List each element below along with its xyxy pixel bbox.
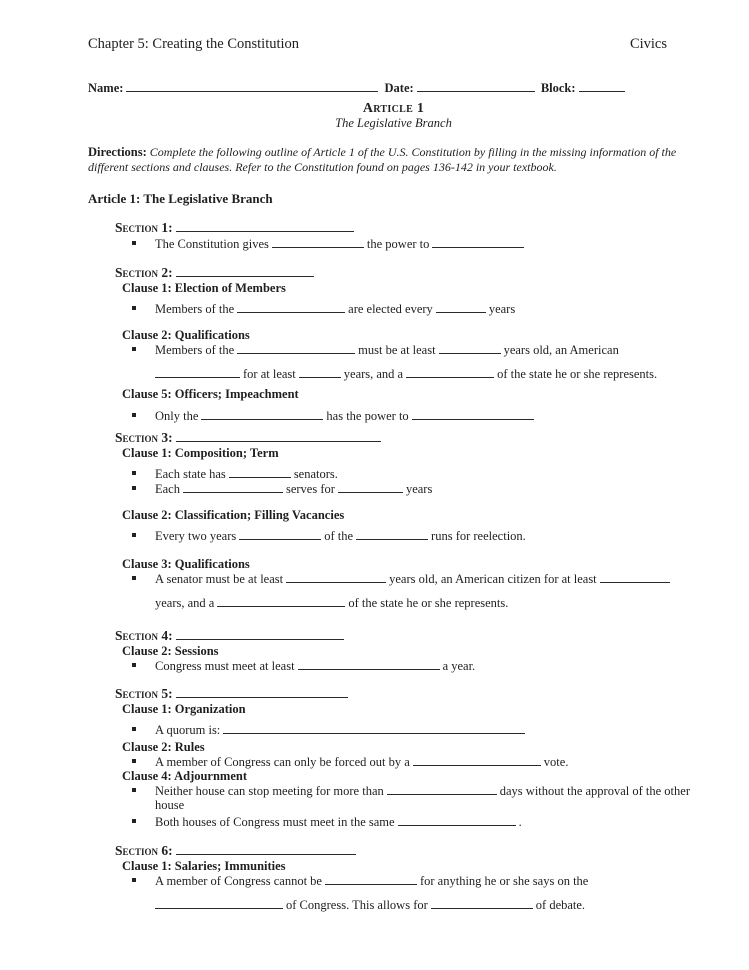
bullet-text: A senator must be at least [155, 572, 284, 586]
bullet-text: Members of the [155, 302, 235, 316]
directions-label: Directions: [88, 145, 147, 159]
bullet-text: . [518, 815, 522, 829]
clause-title: Clause 1: Organization [122, 702, 246, 716]
document-title: Article 1 [362, 101, 425, 116]
block-label: Block: [540, 81, 576, 95]
bullet-text: a year. [442, 659, 476, 673]
bullet-text: for anything he or she says on the [419, 874, 589, 888]
fill-blank [398, 814, 516, 826]
clause-bullet [132, 481, 699, 496]
bullet-text: serves for [285, 482, 335, 496]
section-6-label [115, 842, 699, 859]
bullet-text: years old, an American [503, 343, 619, 357]
fill-blank [201, 408, 323, 420]
bullet-text: Each [155, 482, 180, 496]
square-bullet-icon [132, 241, 136, 245]
directions-paragraph [88, 145, 680, 175]
fill-blank [239, 528, 321, 540]
fill-blank [217, 595, 345, 607]
bullet-text: runs for reelection. [431, 529, 526, 543]
fill-blank [155, 897, 283, 909]
bullet-text: days without the approval of the other house [155, 784, 690, 812]
bullet-text: vote. [543, 755, 569, 769]
bullet-text: of the state he or she represents. [348, 596, 509, 610]
document-subtitle: The Legislative Branch [335, 116, 452, 130]
bullet-text: Neither house can stop meeting for more than [155, 784, 384, 798]
name-blank [126, 80, 378, 92]
clause-bullet [132, 571, 699, 610]
fill-blank [439, 342, 501, 354]
fill-blank [431, 897, 533, 909]
section-2-label [115, 264, 699, 281]
clause-title: Clause 2: Rules [122, 740, 205, 754]
section-5-blank [176, 686, 348, 698]
bullet-text: the power to [366, 237, 430, 251]
fill-blank [286, 571, 386, 583]
fill-blank [229, 466, 291, 478]
clause-title: Clause 5: Officers; Impeachment [122, 387, 299, 401]
bullet-text: A member of Congress can only be forced out by a [155, 755, 410, 769]
square-bullet-icon [132, 727, 136, 731]
clause-bullet [132, 301, 699, 316]
square-bullet-icon [132, 533, 136, 537]
bullet-text: A member of Congress cannot be [155, 874, 322, 888]
fill-blank [356, 528, 428, 540]
section-3-blank [176, 430, 381, 442]
section-6-text: Section 6: [115, 843, 173, 858]
page-header [88, 36, 667, 52]
header-chapter-title: Chapter 5: Creating the Constitution [88, 36, 300, 52]
bullet-text: The Constitution gives [155, 237, 269, 251]
fill-blank [155, 366, 240, 378]
fill-blank [183, 481, 283, 493]
section-4-label [115, 627, 699, 644]
clause-bullet [132, 408, 699, 423]
section-4-text: Section 4: [115, 628, 173, 643]
clause-title: Clause 2: Sessions [122, 644, 219, 658]
square-bullet-icon [132, 663, 136, 667]
clause-bullet [132, 783, 699, 812]
section-1-text: Section 1: [115, 220, 173, 235]
bullet-text: Each state has [155, 467, 226, 481]
section-3-label [115, 429, 699, 446]
bullet-text: years [405, 482, 433, 496]
bullet-text: Only the [155, 409, 199, 423]
fill-blank [298, 658, 440, 670]
bullet-text: years old, an American citizen for at least [389, 572, 597, 586]
bullet-text: Congress must meet at least [155, 659, 295, 673]
bullet-text: senators. [293, 467, 338, 481]
square-bullet-icon [132, 576, 136, 580]
bullet-text: years [488, 302, 516, 316]
square-bullet-icon [132, 306, 136, 310]
bullet-text: Members of the [155, 343, 235, 357]
clause-bullet [132, 873, 699, 912]
section-2-text: Section 2: [115, 265, 173, 280]
fill-blank [325, 873, 417, 885]
bullet-text: of the [324, 529, 354, 543]
section-3-text: Section 3: [115, 430, 173, 445]
square-bullet-icon [132, 878, 136, 882]
bullet-text: Both houses of Congress must meet in the same [155, 815, 395, 829]
bullet-text: Every two years [155, 529, 237, 543]
clause-bullet [132, 528, 699, 543]
fill-blank [412, 408, 534, 420]
outline-heading: Article 1: The Legislative Branch [88, 191, 273, 206]
fill-blank [272, 236, 364, 248]
fill-blank [436, 301, 486, 313]
bullet-text: must be at least [358, 343, 436, 357]
clause-title: Clause 1: Composition; Term [122, 446, 279, 460]
bullet-text: A quorum is: [155, 723, 221, 737]
clause-title: Clause 1: Election of Members [122, 281, 286, 295]
date-label: Date: [384, 81, 414, 95]
clause-bullet [132, 722, 699, 737]
fill-blank [237, 301, 345, 313]
clause-title: Clause 3: Qualifications [122, 557, 250, 571]
fill-blank [223, 722, 525, 734]
fill-blank [338, 481, 403, 493]
fill-blank [387, 783, 497, 795]
section-5-label [115, 685, 699, 702]
date-blank [417, 80, 535, 92]
square-bullet-icon [132, 759, 136, 763]
square-bullet-icon [132, 413, 136, 417]
block-blank [579, 80, 625, 92]
bullet-text: for at least [243, 367, 296, 381]
fill-blank [406, 366, 494, 378]
name-label: Name: [88, 81, 124, 95]
clause-title: Clause 4: Adjournment [122, 769, 248, 783]
section-6-blank [176, 843, 356, 855]
fill-blank [432, 236, 524, 248]
square-bullet-icon [132, 486, 136, 490]
section-1-label [115, 219, 699, 236]
clause-bullet [132, 342, 699, 381]
clause-bullet [132, 658, 699, 673]
section-4-blank [176, 628, 344, 640]
fill-blank [600, 571, 670, 583]
clause-bullet [132, 754, 699, 769]
square-bullet-icon [132, 471, 136, 475]
clause-bullet [132, 814, 699, 829]
clause-title: Clause 1: Salaries; Immunities [122, 859, 286, 873]
fill-blank [237, 342, 355, 354]
bullet-text: of debate. [535, 898, 586, 912]
clause-bullet [132, 466, 699, 481]
section-1-blank [176, 220, 354, 232]
bullet-text: years, and a [343, 367, 404, 381]
fill-blank [413, 754, 541, 766]
student-info-row [88, 80, 699, 97]
fill-blank [299, 366, 341, 378]
section-5-text: Section 5: [115, 686, 173, 701]
directions-text: Complete the following outline of Article 1 of the U.S. Constitution by filling in the missing information of the different sections and clauses. Refer to the Constitution found on pages 136-142 in your textbook. [88, 145, 677, 174]
square-bullet-icon [132, 788, 136, 792]
header-course-name: Civics [629, 36, 667, 52]
section-2-blank [176, 265, 314, 277]
section-1-bullet [132, 236, 699, 251]
clause-title: Clause 2: Qualifications [122, 328, 250, 342]
bullet-text: of Congress. This allows for [286, 898, 428, 912]
bullet-text: has the power to [326, 409, 409, 423]
bullet-text: years, and a [155, 596, 215, 610]
square-bullet-icon [132, 819, 136, 823]
bullet-text: are elected every [348, 302, 433, 316]
square-bullet-icon [132, 347, 136, 351]
bullet-text: of the state he or she represents. [497, 367, 658, 381]
clause-title: Clause 2: Classification; Filling Vacancies [122, 508, 345, 522]
